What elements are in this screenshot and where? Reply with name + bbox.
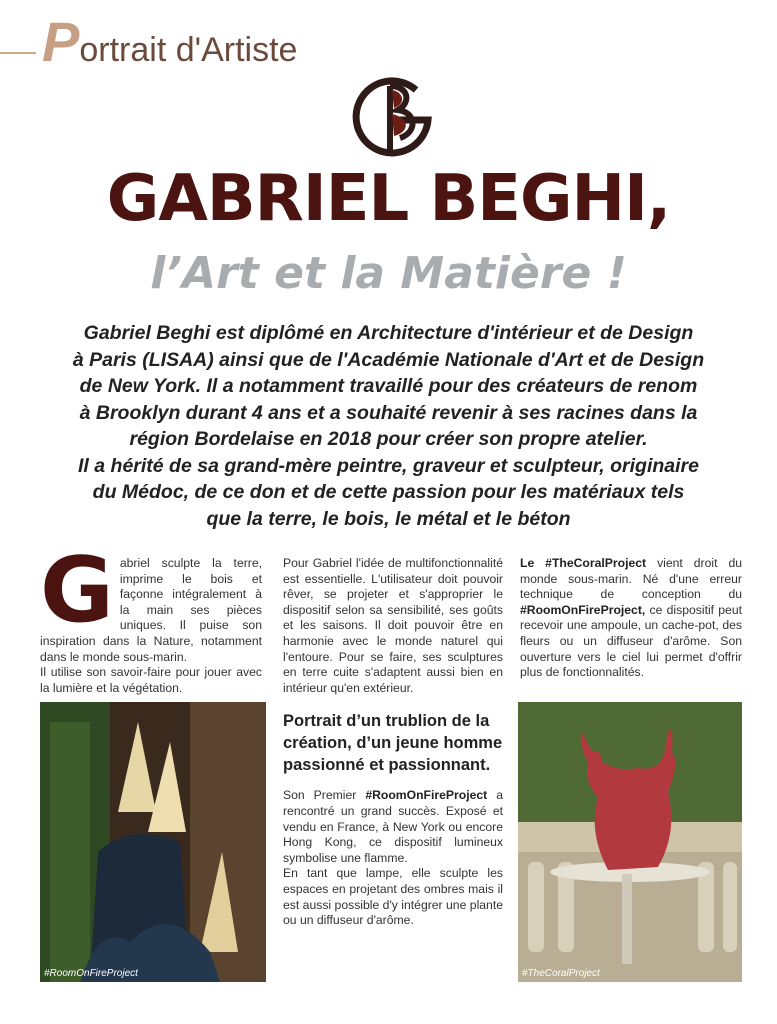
col1-paragraph-2: Il utilise son savoir-faire pour jouer avec la lumière et la végétation. [40, 665, 262, 695]
photo-caption-1: #RoomOnFireProject [44, 968, 138, 979]
col2-heading: Portrait d’un trublion de la création, d’un jeune homme passionné et passionnant. [283, 712, 503, 775]
column-2 [283, 556, 503, 929]
intro-paragraph [40, 320, 737, 532]
col3-text-1: vient droit du monde sous-marin. Né d'une erreur technique de conception du [520, 556, 742, 602]
intro-line: du Médoc, de ce don et de cette passion pour les matériaux tels [92, 481, 685, 503]
col2-paragraph-2 [283, 788, 503, 866]
coral-sculpture-image [518, 702, 742, 982]
artist-name: GABRIEL BEGHI, [106, 162, 671, 236]
article-subtitle: l’Art et la Matière ! [150, 248, 627, 299]
column-3 [520, 556, 742, 681]
col2-paragraph-3: En tant que lampe, elle sculpte les espaces en projetant des ombres mais il est aussi possible d'y intégrer une plante ou un diffuseur d'arôme. [283, 866, 503, 928]
drop-cap: G [40, 538, 114, 643]
section-title [42, 10, 298, 73]
intro-line: que la terre, le bois, le métal et le béton [206, 507, 571, 530]
col2-paragraph-1: Pour Gabriel l'idée de multifonctionnalité est essentielle. L'utilisateur doit pouvoir rêver, se projeter et s'approprier le dispositif selon sa sensibilité, ses goûts et les saisons. Il doit pouvoir être en harmonie avec le monde naturel qui l'entoure. Pour se faire, ses sculptures en terre cuite s'adaptent aussi bien en intérieur qu'en extérieur. [283, 556, 503, 695]
section-initial: P [42, 10, 80, 73]
gb-logo-icon [346, 76, 438, 160]
project-hashtag: #RoomOnFireProject [365, 788, 488, 803]
col2-p2-end: a rencontré un grand succès. Exposé et vendu en France, à New York ou encore Hong Kong, ce dispositif lumineux symbolise une flamme. [283, 788, 503, 865]
col3-text-2: ce dispositif peut recevoir une ampoule, un cache-pot, des fleurs ou un diffuseur d'arôme. Son ouverture vers le ciel lui permet d'offrir plus de fonctionnalités. [520, 602, 742, 680]
col2-p2-start: Son Premier [283, 788, 366, 803]
column-1 [40, 538, 262, 696]
lamp-sculpture-image [40, 702, 266, 982]
intro-line: Il a hérité de sa grand-mère peintre, graveur et sculpteur, originaire [78, 454, 699, 477]
photo-caption-2: #TheCoralProject [522, 968, 600, 979]
roomonfire-hashtag: #RoomOnFireProject, [520, 602, 646, 617]
col1-paragraph-1: abriel sculpte la terre, imprime le bois et façonne intégralement à la main ses pièces uniques. Il puise son inspiration dans la Nature, notamment dans le monde sous-marin. [40, 556, 262, 664]
intro-line: région Bordelaise en 2018 pour créer son propre atelier. [129, 428, 648, 450]
intro-line: Gabriel Beghi est diplômé en Architecture d'intérieur et de Design [83, 322, 694, 344]
intro-line: à Brooklyn durant 4 ans et a souhaité revenir à ses racines dans la [79, 401, 698, 424]
photo-room-on-fire [40, 702, 266, 982]
coral-hashtag: Le #TheCoralProject [520, 556, 647, 570]
photo-coral-project [518, 702, 742, 982]
intro-line: de New York. Il a notamment travaillé pour des créateurs de renom [79, 375, 698, 397]
intro-line: à Paris (LISAA) ainsi que de l'Académie Nationale d'Art et de Design [72, 348, 705, 371]
section-title-rest: ortrait d'Artiste [79, 31, 298, 69]
header-rule [0, 52, 36, 54]
